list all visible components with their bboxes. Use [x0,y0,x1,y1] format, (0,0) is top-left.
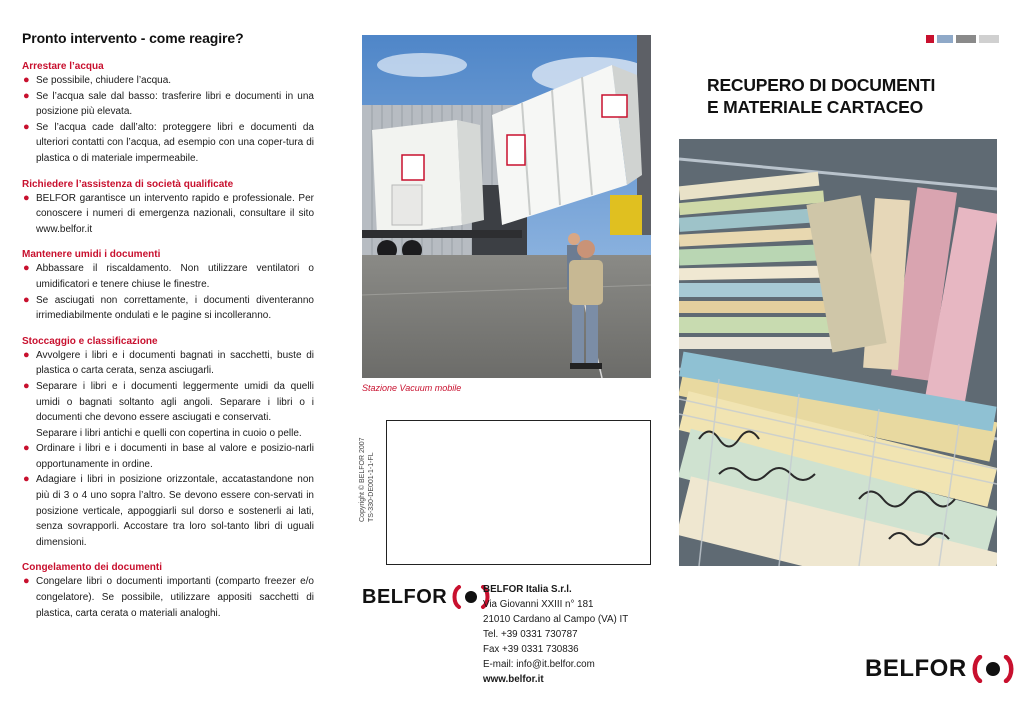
copyright-text: Copyright © BELFOR 2007 [359,437,366,522]
bullet-icon: ● [23,379,30,392]
bullet-list [22,73,314,167]
list-item: ● BELFOR garantisce un intervento rapido e professionale. Per conoscere i numeri di emergenza nazionali, consultare il sito www.belfor.it [23,191,314,235]
list-item: ● Se asciugati non correttamente, i documenti diventeranno irrimediabilmente ondulati e le pagine si incolleranno. [23,293,314,322]
list-item: ● Se possibile, chiudere l’acqua. [22,73,314,89]
section-title: Mantenere umidi i documenti [22,249,161,261]
section-assistance [22,178,314,238]
list-item: ● Adagiare i libri in posizione orizzontale, accatastandone non più di 3 o 4 uno sopra l’altro. Se devono essere con-servati in posizione verticale, appoggiarli sul dorso e sostenerli ai lati, senza sovrapporli. Accostare tra loro sol-tanto libri di uguali dimensioni. [23,473,314,548]
bullet-icon: ● [23,473,30,486]
company-name: BELFOR Italia S.r.l. [483,584,572,595]
company-contact [483,582,628,687]
bullet-icon: ● [23,89,30,102]
document-code: TS-330-DE001-1-1-FL [368,452,375,522]
square-blue [937,35,953,43]
list-item: ● Ordinare i libri e i documenti in base al valore e posizio-narli opportunamente in ordine. [23,442,314,470]
section-stop-water [22,60,314,167]
section-title: Congelamento dei documenti [22,562,163,574]
company-address-1: Via Giovanni XXIII n° 181 [483,599,594,610]
belfor-logo-icon [971,655,1015,683]
bullet-list [22,191,314,238]
bullet-list [22,574,314,621]
list-item: ● Separare i libri e i documenti leggermente umidi da quelli umidi o bagnati soltanto agli angoli. Separare i libri o i documenti che devono essere asciugati e conservati. Separare i libri antichi e quelli con copertina in cuoio o pelle. [22,379,314,441]
bullet-icon: ● [23,348,30,361]
page-title: Pronto intervento - come reagire? [22,30,244,46]
belfor-logo-cover [865,655,1015,683]
photo-caption: Stazione Vacuum mobile [362,383,462,393]
list-item: ● Se l’acqua cade dall’alto: proteggere libri e documenti da ulteriori contatti con l’acqua, ad esempio con una coper-tura di plastica o di materiale impermeabile. [23,120,314,164]
section-keep-humid [22,248,314,323]
bullet-icon: ● [23,262,30,275]
list-item: ● Congelare libri o documenti importanti (comparto freezer e/o congelatore). Se possibile, utilizzare appositi sacchetti di plastica, carta cerata o materiali analoghi. [23,575,314,619]
square-grey [956,35,976,43]
square-lightgrey [979,35,999,43]
vacuum-station-photo [362,35,651,378]
section-title: Arrestare l’acqua [22,61,104,72]
list-item: ● Se l’acqua sale dal basso: trasferire libri e documenti in una posizione più elevata. [23,89,314,118]
bullet-icon: ● [23,74,30,86]
bullet-icon: ● [23,120,30,133]
wet-documents-photo [679,139,997,566]
section-storage [22,335,314,551]
color-squares [926,35,999,43]
company-email[interactable]: E-mail: info@it.belfor.com [483,659,595,670]
bullet-icon: ● [23,442,30,455]
list-item: ● Avvolgere i libri e i documenti bagnati in sacchetti, buste di plastica o carta cerata, senza asciugarli. [23,348,314,377]
bullet-icon: ● [23,191,30,204]
square-red [926,35,934,43]
cover-title-line-2: E MATERIALE CARTACEO [707,97,924,117]
cover-title [707,74,935,118]
bullet-list [22,348,314,551]
section-freezing [22,561,314,621]
bullet-icon: ● [23,293,30,306]
section-title: Stoccaggio e classificazione [22,335,158,347]
bullet-list [22,261,314,323]
belfor-logo [362,585,491,609]
logo-wordmark: BELFOR [362,585,448,608]
cover-title-line-1: RECUPERO DI DOCUMENTI [707,75,936,95]
list-subline: Separare i libri antichi e quelli con copertina in cuoio o pelle. [36,427,302,439]
address-label-box [386,420,651,565]
company-website[interactable]: www.belfor.it [483,674,544,685]
section-title: Richiedere l’assistenza di società qualificate [22,178,234,190]
company-phone: Tel. +39 0331 730787 [483,629,578,640]
company-address-2: 21010 Cardano al Campo (VA) IT [483,614,629,625]
logo-wordmark: BELFOR [865,655,967,682]
left-panel [22,30,314,632]
bullet-icon: ● [23,575,30,588]
company-fax: Fax +39 0331 730836 [483,644,579,655]
list-item: ● Abbassare il riscaldamento. Non utilizzare ventilatori o umidificatori e tenere chiuse le finestre. [23,262,314,290]
copyright-block [350,420,380,525]
